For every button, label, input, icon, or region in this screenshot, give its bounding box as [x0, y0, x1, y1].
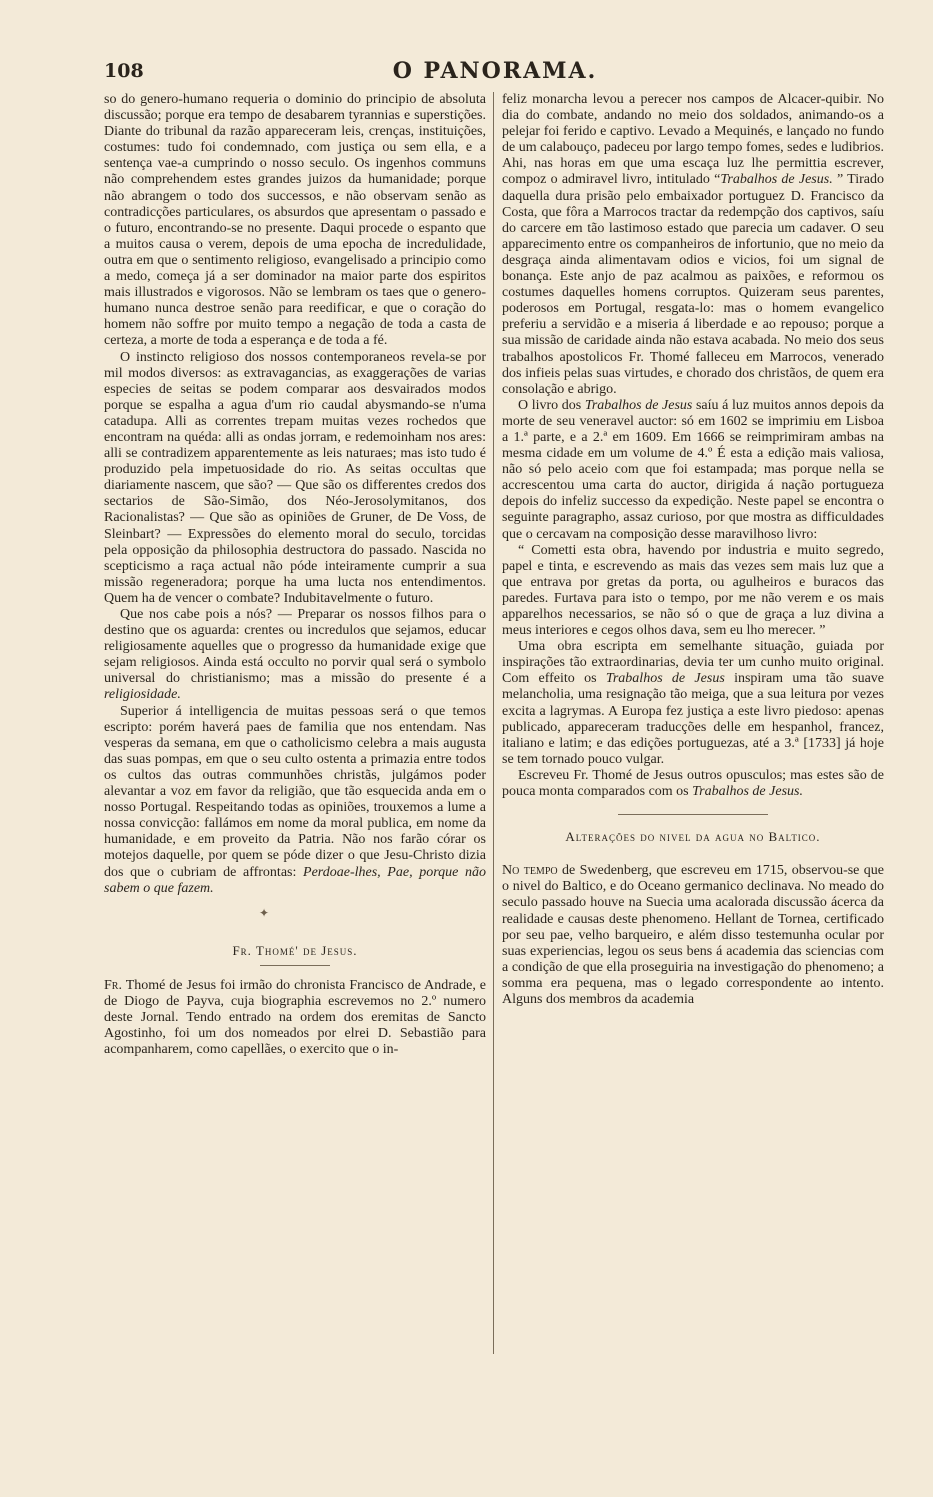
emphasis-text: religiosidade. [104, 687, 181, 703]
section-title: Alterações do nivel da agua no Baltico. [565, 829, 821, 845]
paragraph: feliz monarcha levou a perecer nos campos de Alcacer-quibir. No dia do combate, andando no meio dos soldados, animando-os a pelejar foi ferido e captivo. Levado a Mequinés, e lançado no fundo de um calabouço, padeceu por largo tempo fomes, sedes e ludibrios. Ahi, nas horas em que uma escaça luz lhe permittia escrever, compoz o admiravel livro, intitulado “Trabalhos de Jesus. ” Tirado daquella dura prisão pelo embaixador portuguez D. Francisco da Costa, que fôra a Marrocos tractar da redempção dos captivos, saíu do carcere em tão lastimoso estado que parecia um cadaver. O seu apparecimento entre os companheiros de infortunio, que no meio da desgraça ainda alimentavam odios e vicios, foi um signal de bonança. Este anjo de paz acalmou as paixões, e reformou os costumes daquelles homens corruptos. Quizeram seus parentes, poderosos em Portugal, resgata-lo: mas o homem evangelico preferiu a servidão e a miseria á liberdade e ao repouso; porque a sua missão de caridade ainda não estava acabada. No meio dos seus trabalhos apostolicos Fr. Thomé falleceu em Marrocos, venerado dos infieis pelas suas virtudes, e chorado dos christãos, de quem era consolação e abrigo. [502, 92, 884, 397]
paragraph: O instincto religioso dos nossos contemporaneos revela-se por mil modos diversos: as extravagancias, as exaggerações de varias especies de seitas se podem comparar aos desvairados modos porque se espalha a agua d'um rio caudal abysmando-se n'uma catadupa. Alli as correntes trepam muitas vezes rochedos que encontram na quéda: alli as ondas jorram, e redemoinham nos ares: alli se contradizem apparentemente as leis naturaes; mas isto tudo é produzido pela impetuosidade do rio. As seitas occultas que diariamente nascem, que são? — Que são os differentes credos dos sectarios de São-Simão, dos Néo-Jerosolymitanos, dos Racionalistas? — Que são as opiniões de Gruner, de De Voss, de Sleinbart? — Expressões do elemento moral do seculo, torcidas pela opposição da philosophia destructora do passado. Nascida no scepticismo a raça actual não póde inteiramente cumprir a sua missão regeneradora; porque ha uma lucta nos entendimentos. Quem ha de vencer o combate? Indubitavelmente o futuro. [104, 349, 486, 606]
ornament-icon: ✦ [258, 905, 270, 920]
paragraph: Que nos cabe pois a nós? — Preparar os nossos filhos para o destino que os aguarda: crentes ou incredulos que sejamos, educar religiosamente aquelles que o progresso da humanidade exige que sejam religiosos. Ainda está occulto no porvir qual será o symbolo universal do christianismo; mas a missão do presente é a religiosidade. [104, 607, 486, 703]
paragraph: Fr. Thomé de Jesus foi irmão do chronista Francisco de Andrade, e de Diogo de Payva, cuja biographia escrevemos no 2.º numero deste Jornal. Tendo entrado na ordem dos eremitas de Sancto Agostinho, foi um dos nomeados por elrei D. Sebastião para acompanharem, como capellães, o exercito que o in- [104, 977, 486, 1058]
column-divider [493, 92, 494, 1354]
paragraph: O livro dos Trabalhos de Jesus saíu á luz muitos annos depois da morte de seu veneravel auctor: só em 1602 se imprimiu em Lisboa a 1.ª parte, e a 2.ª em 1609. Em 1666 se reimprimiram ambas na mesma cidade em um volume de 4.º É esta a edição mais valiosa, não só pelo aceio com que foi estampada; mas porque nella se accrescentou uma carta do auctor, dirigida á nação portugueza depois do infeliz successo da expedição. Neste papel se encontra o seguinte paragrapho, assaz curioso, por que mostra as difficuldades que o cercavam na composição desse maravilhoso livro: [502, 397, 885, 542]
paragraph: No tempo de Swedenberg, que escreveu em 1715, observou-se que o nivel do Baltico, e do Oceano germanico declinava. No meado do seculo passado houve na Suecia uma acalorada discussão ácerca da realidade e causas deste phenomeno. Hellant de Tornea, certificado por seu pae, velho barqueiro, e além disso testemunha ocular por suas experiencias, legou os seus bens á academia das sciencias com a condição de que ella proseguiria na investigação do phenomeno; a somma era pequena, mas o legado correspondente ao intento. Alguns dos membros da academia [502, 863, 884, 1007]
emphasis-quote: Perdoae-lhes, Pae, porque não sabem o que fazem. [104, 864, 487, 896]
section-title: Fr. Thomé' de Jesus. [232, 942, 358, 958]
running-head [104, 58, 886, 88]
title-rule [260, 965, 330, 966]
block-quote: “ Cometti esta obra, havendo por industria e muito segredo, papel e tinta, e escrevendo as mais das vezes sem mais luz que a que entrava por gretas da porta, ou agulheiros e buracos das paredes. Furtava para isto o tempo, por me não verem e os mais apparelhos necessarios, se não só o que de graça a luz divina a meus interiores e cegos olhos dava, sem eu lho merecer. ” [502, 542, 884, 639]
paragraph: Uma obra escripta em semelhante situação, guiada por inspirações tão extraordinarias, devia ter um cunho muito original. Com effeito os Trabalhos de Jesus inspiram uma tão suave melancholia, uma resignação tão meiga, que a sua leitura por vezes excita a lagrymas. A Europa fez justiça a este livro piedoso: apenas publicado, appareceram traducções delle em hespanhol, francez, italiano e latim; e das edições portuguezas, até a 3.ª [1733] já hoje se tem tornado pouco vulgar. [502, 639, 885, 767]
page-number: 108 [104, 60, 144, 82]
paragraph: Escreveu Fr. Thomé de Jesus outros opusculos; mas estes são de pouca monta comparados com os Trabalhos de Jesus. [502, 767, 884, 800]
paragraph: Superior á intelligencia de muitas pessoas será o que temos escripto: porém haverá paes de familia que nos entendam. Nas vesperas da semana, em que o catholicismo celebra a mais augusta das suas pompas, em que o seu culto ostenta a primazia entre todos os cultos das outras communhões christãs, julgámos poder alevantar a voz em favor da religião, que tão esquecida anda em o nosso Portugal. Respeitando todas as opiniões, trouxemos a lume a nossa convicção: fallámos em nome da moral publica, em nome da humanidade, e em proveito da Patria. Não nos farão córar os motejos daquelle, por quem se póde dizer o que Jesu-Christo dizia dos que o cubriam de affrontas: Perdoae-lhes, Pae, porque não sabem o que fazem. [104, 703, 487, 896]
right-column [502, 92, 884, 1008]
section-rule [618, 814, 768, 815]
paragraph: so do genero-humano requeria o dominio do principio de absoluta discussão; porque era tempo de desabarem tyrannias e superstições. Diante do tribunal da razão appareceram leis, crenças, instituições, costumes: tudo foi condemnado, com justiça ou sem ella, e a sentença vae-a cumprindo o nosso seculo. Os ingenhos communs não comprehendem estes grandes juizos da humanidade; porque não abrangem o todo dos successos, e não observam senão as contradicções particulares, os absurdos que apresentam o passado e o futuro, encontrando-se no presente. Daqui procede o espanto que a muitos causa o verem, depois de uma epocha de incredulidade, outra em que o sentimento religioso, evangelisado a principio como a medo, começa já a ser dominador na maior parte dos espiritos mais illustrados e vigorosos. Não se lembram os taes que o genero-humano nunca destroe senão para reedificar, e que o coração do homem não soffre por muito tempo a negação de toda a casta de certeza, a morte de toda a esperança e de toda a fé. [104, 92, 486, 349]
left-column [104, 92, 486, 1058]
journal-title: O PANORAMA. [392, 58, 598, 84]
